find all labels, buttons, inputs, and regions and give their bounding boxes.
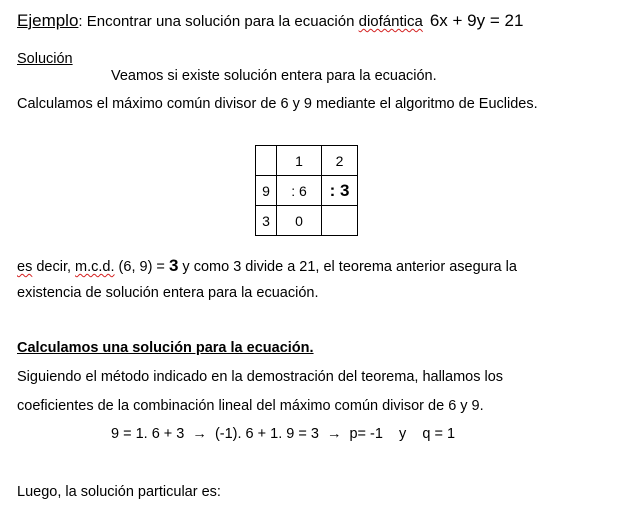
es-word: es [17,259,33,275]
table-cell: 1 [277,146,322,176]
table-cell: 0 [277,206,322,236]
equation-part-3: p= -1 y q = 1 [349,426,456,442]
conclusion-line-2: existencia de solución entera para la ecuación. [17,285,319,301]
example-label: Ejemplo [17,11,79,30]
particular-solution-text: Luego, la solución particular es: [17,484,221,500]
table-cell: : 6 [277,176,322,206]
table-row [256,176,358,206]
example-equation: 6x + 9y = 21 [429,11,524,30]
arrow-right-icon: → [192,426,207,442]
table-cell: 9 [256,176,277,206]
conclusion-rest: y como 3 divide a 21, el teorema anterior asegura la [178,259,517,275]
mcd-args: (6, 9) = [114,259,169,275]
equation-part-2: (-1). 6 + 1. 9 = 3 [214,426,319,442]
mcd-value: 3 [168,256,179,275]
conclusion-line-1 [17,256,517,276]
solution-label: Solución [17,51,73,67]
table-cell [322,206,358,236]
example-colon: : [78,13,83,30]
method-line-1: Siguiendo el método indicado en la demostración del teorema, hallamos los [17,369,504,385]
mcd-abbrev: m.c.d. [75,259,115,275]
table-cell: 2 [322,146,358,176]
table-cell [256,146,277,176]
table-row [256,206,358,236]
diofantica-word: diofántica [358,13,423,30]
decir-text: decir, [32,259,76,275]
method-line-2: coeficientes de la combinación lineal del máximo común divisor de 6 y 9. [17,398,484,414]
calc-mcd-text: Calculamos el máximo común divisor de 6 y 9 mediante el algoritmo de Euclides. [17,96,538,112]
example-text: Encontrar una solución para la ecuación [82,13,359,30]
table-row [256,146,358,176]
intro-text: Veamos si existe solución entera para la ecuación. [111,68,437,84]
equation-part-1: 9 = 1. 6 + 3 [111,426,185,442]
table-cell: : 3 [322,176,358,206]
section-title: Calculamos una solución para la ecuación. [17,340,314,356]
example-heading [17,11,523,31]
euclid-table [255,145,358,236]
linear-combination-equation [111,426,455,442]
table-cell: 3 [256,206,277,236]
arrow-right-icon: → [326,426,342,442]
